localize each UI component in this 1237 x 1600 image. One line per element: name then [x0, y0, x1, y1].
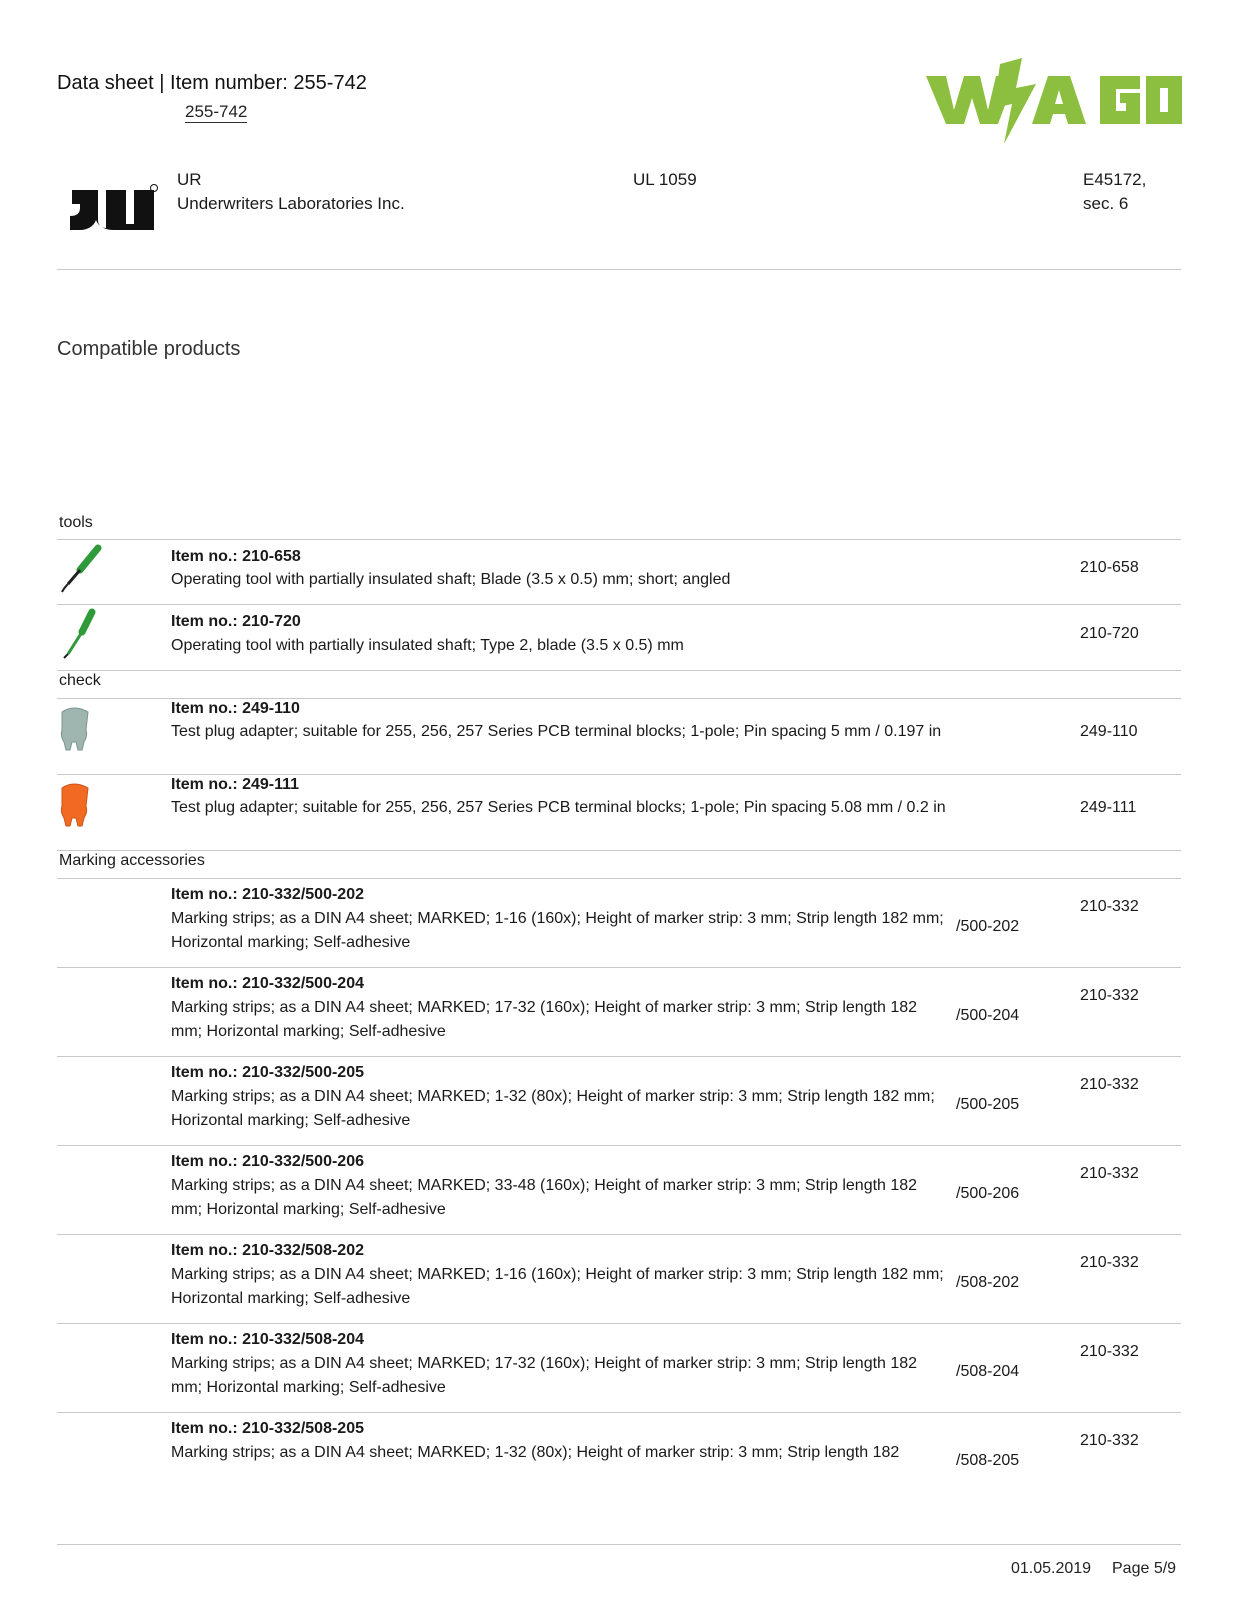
- divider: [57, 1145, 1181, 1146]
- item-code[interactable]: 210-332: [1080, 898, 1139, 915]
- category-heading-check: check: [59, 672, 101, 689]
- item-description: Test plug adapter; suitable for 255, 256, 257 Series PCB terminal blocks; 1-pole; Pin spacing 5 mm / 0.197 in: [171, 723, 942, 740]
- test-plug-adapter-icon: [58, 706, 94, 752]
- item-number-link[interactable]: 255-742: [185, 102, 248, 121]
- item-code[interactable]: 210-332: [1080, 987, 1139, 1004]
- item-code-suffix: /508-205: [956, 1452, 1020, 1469]
- approval-mark: [177, 168, 405, 216]
- item-code[interactable]: 249-111: [1080, 799, 1137, 816]
- divider: [57, 269, 1181, 270]
- operating-tool-icon: [58, 544, 102, 594]
- item-description: Marking strips; as a DIN A4 sheet; MARKED; 33-48 (160x); Height of marker strip: 3 mm; Strip length 182 mm; Horizontal marking; Self-adhesive: [171, 1177, 918, 1218]
- item-code-suffix: /500-206: [956, 1185, 1020, 1202]
- item-number: Item no.: 249-111: [171, 776, 300, 793]
- divider: [57, 604, 1181, 605]
- item-code[interactable]: 210-332: [1080, 1343, 1139, 1360]
- divider: [57, 967, 1181, 968]
- item-code-suffix: /500-202: [956, 918, 1020, 935]
- item-code[interactable]: 210-332: [1080, 1254, 1139, 1271]
- operating-tool-icon: [58, 608, 102, 658]
- category-heading-tools: tools: [59, 514, 93, 531]
- item-description: Marking strips; as a DIN A4 sheet; MARKED; 1-32 (80x); Height of marker strip: 3 mm; Strip length 182 mm; Horizontal marking; Self-adhesive: [171, 1088, 935, 1129]
- item-description: Marking strips; as a DIN A4 sheet; MARKED; 1-16 (160x); Height of marker strip: 3 mm; Strip length 182 mm; Horizontal marking; Self-adhesive: [171, 1266, 944, 1307]
- divider: [57, 1323, 1181, 1324]
- divider: [57, 774, 1181, 775]
- approval-certificate: [1083, 168, 1146, 216]
- divider: [57, 1234, 1181, 1235]
- item-description: Marking strips; as a DIN A4 sheet; MARKED; 17-32 (160x); Height of marker strip: 3 mm; Strip length 182 mm; Horizontal marking; Self-adhesive: [171, 999, 918, 1040]
- item-code[interactable]: 210-332: [1080, 1432, 1139, 1449]
- item-code[interactable]: 210-332: [1080, 1165, 1139, 1182]
- section-title: Compatible products: [57, 338, 241, 360]
- ul-recognized-logo: [66, 182, 161, 242]
- page-title: Data sheet | Item number: 255-742: [57, 72, 367, 94]
- certificate-line-1: E45172,: [1083, 170, 1147, 189]
- footer-divider: [57, 1544, 1181, 1545]
- divider: [57, 1056, 1181, 1057]
- approval-mark-code: UR: [177, 170, 202, 189]
- item-code-suffix: /500-204: [956, 1007, 1020, 1024]
- divider: [57, 850, 1181, 851]
- item-code[interactable]: 249-110: [1080, 723, 1138, 740]
- page-number: Page 5/9: [1112, 1560, 1177, 1577]
- divider: [57, 1412, 1181, 1413]
- item-code-suffix: /508-204: [956, 1363, 1020, 1380]
- item-description: Operating tool with partially insulated shaft; Blade (3.5 x 0.5) mm; short; angled: [171, 571, 731, 588]
- item-code-suffix: /508-202: [956, 1274, 1020, 1291]
- footer-date: 01.05.2019: [1011, 1560, 1092, 1577]
- item-number: Item no.: 210-332/508-204: [171, 1331, 364, 1348]
- item-number: Item no.: 210-720: [171, 613, 301, 630]
- item-number: Item no.: 210-332/508-202: [171, 1242, 364, 1259]
- item-code[interactable]: 210-720: [1080, 625, 1139, 642]
- divider: [57, 878, 1181, 879]
- item-description: Operating tool with partially insulated shaft; Type 2, blade (3.5 x 0.5) mm: [171, 637, 684, 654]
- item-description: Marking strips; as a DIN A4 sheet; MARKED; 17-32 (160x); Height of marker strip: 3 mm; Strip length 182 mm; Horizontal marking; Self-adhesive: [171, 1355, 918, 1396]
- certificate-line-2: sec. 6: [1083, 194, 1129, 213]
- item-number: Item no.: 210-332/508-205: [171, 1420, 364, 1437]
- divider: [57, 670, 1181, 671]
- wago-logo: [924, 58, 1184, 144]
- divider: [57, 698, 1181, 699]
- item-number: Item no.: 210-332/500-205: [171, 1064, 364, 1081]
- item-number: Item no.: 210-332/500-202: [171, 886, 364, 903]
- item-number: Item no.: 249-110: [171, 700, 300, 717]
- test-plug-adapter-icon: [58, 782, 94, 828]
- item-code[interactable]: 210-332: [1080, 1076, 1139, 1093]
- item-description: Marking strips; as a DIN A4 sheet; MARKED; 1-16 (160x); Height of marker strip: 3 mm; Strip length 182 mm; Horizontal marking; Self-adhesive: [171, 910, 944, 951]
- divider: [57, 539, 1181, 540]
- category-heading-marking-accessories: Marking accessories: [59, 852, 205, 869]
- approval-standard: UL 1059: [633, 170, 697, 189]
- item-number: Item no.: 210-658: [171, 548, 301, 565]
- item-description: Marking strips; as a DIN A4 sheet; MARKED; 1-32 (80x); Height of marker strip: 3 mm; Strip length 182: [171, 1444, 900, 1461]
- item-number: Item no.: 210-332/500-204: [171, 975, 364, 992]
- item-number: Item no.: 210-332/500-206: [171, 1153, 364, 1170]
- item-code-suffix: /500-205: [956, 1096, 1020, 1113]
- item-description: Test plug adapter; suitable for 255, 256, 257 Series PCB terminal blocks; 1-pole; Pin spacing 5.08 mm / 0.2 in: [171, 799, 946, 816]
- approval-issuer: Underwriters Laboratories Inc.: [177, 194, 405, 213]
- item-code[interactable]: 210-658: [1080, 559, 1139, 576]
